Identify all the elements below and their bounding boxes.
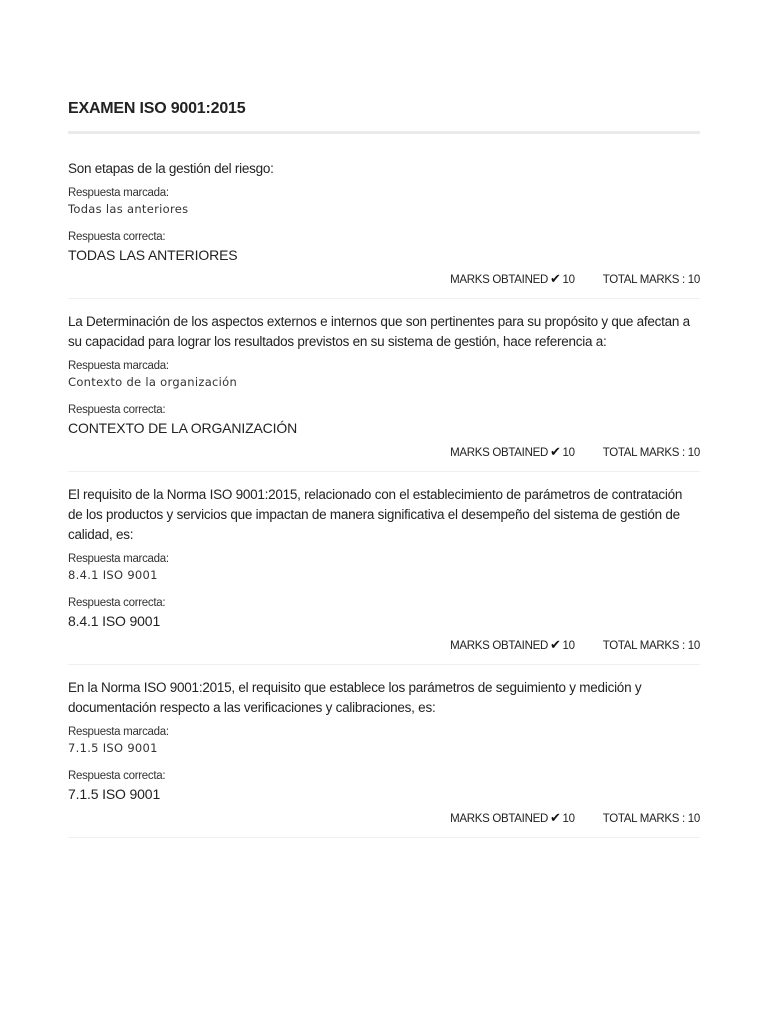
marked-answer: 8.4.1 ISO 9001	[68, 568, 158, 582]
marks-obtained	[450, 445, 575, 461]
question-item	[68, 312, 700, 472]
marks-obtained-value: 10	[562, 813, 575, 825]
check-icon: ✔	[549, 444, 561, 459]
question-item	[68, 678, 700, 838]
check-icon: ✔	[549, 810, 561, 825]
marks-obtained-value: 10	[562, 274, 575, 286]
question-text: En la Norma ISO 9001:2015, el requisito que establece los parámetros de seguimiento y medición y documentación respecto a las verificaciones y calibraciones, es:	[68, 680, 642, 715]
correct-answer-label: Respuesta correcta:	[68, 770, 166, 782]
marks-obtained	[450, 272, 575, 288]
question-text: Son etapas de la gestión del riesgo:	[68, 161, 274, 176]
marks-row	[68, 811, 700, 827]
correct-answer-label: Respuesta correcta:	[68, 231, 166, 243]
marks-row	[68, 638, 700, 654]
marks-obtained-label: MARKS OBTAINED	[450, 813, 548, 825]
question-text: El requisito de la Norma ISO 9001:2015, relacionado con el establecimiento de parámetros de contratación de los productos y servicios que impactan de manera significativa el desempeño del sistema de gestión de calidad, es:	[68, 487, 683, 542]
correct-answer: 7.1.5 ISO 9001	[68, 786, 161, 802]
marked-answer-label: Respuesta marcada:	[68, 726, 169, 738]
marks-obtained-label: MARKS OBTAINED	[450, 447, 548, 459]
marks-row	[68, 272, 700, 288]
marks-obtained-value: 10	[562, 640, 575, 652]
correct-answer-label: Respuesta correcta:	[68, 404, 166, 416]
marked-answer: 7.1.5 ISO 9001	[68, 741, 158, 755]
exam-results	[68, 98, 700, 851]
marks-obtained-label: MARKS OBTAINED	[450, 274, 548, 286]
check-icon: ✔	[549, 637, 561, 652]
correct-answer: CONTEXTO DE LA ORGANIZACIÓN	[68, 420, 298, 436]
correct-answer: TODAS LAS ANTERIORES	[68, 247, 238, 263]
question-text: La Determinación de los aspectos externos e internos que son pertinentes para su propósito y que afectan a su capacidad para lograr los resultados previstos en su sistema de gestión, hace referencia a:	[68, 314, 690, 349]
marked-answer: Contexto de la organización	[68, 375, 238, 389]
correct-answer: 8.4.1 ISO 9001	[68, 613, 161, 629]
marked-answer-label: Respuesta marcada:	[68, 553, 169, 565]
exam-title: EXAMEN ISO 9001:2015	[68, 100, 246, 117]
total-marks: TOTAL MARKS : 10	[602, 274, 700, 286]
check-icon: ✔	[549, 271, 561, 286]
total-marks: TOTAL MARKS : 10	[602, 640, 700, 652]
marked-answer: Todas las anteriores	[68, 202, 189, 216]
total-marks: TOTAL MARKS : 10	[602, 447, 700, 459]
marks-obtained	[450, 638, 575, 654]
marked-answer-label: Respuesta marcada:	[68, 360, 169, 372]
total-marks: TOTAL MARKS : 10	[602, 813, 700, 825]
marks-obtained-label: MARKS OBTAINED	[450, 640, 548, 652]
correct-answer-label: Respuesta correcta:	[68, 597, 166, 609]
marks-obtained	[450, 811, 575, 827]
marks-obtained-value: 10	[562, 447, 575, 459]
marks-row	[68, 445, 700, 461]
question-item	[68, 159, 700, 299]
question-item	[68, 485, 700, 665]
marked-answer-label: Respuesta marcada:	[68, 187, 169, 199]
title-divider	[68, 131, 700, 134]
